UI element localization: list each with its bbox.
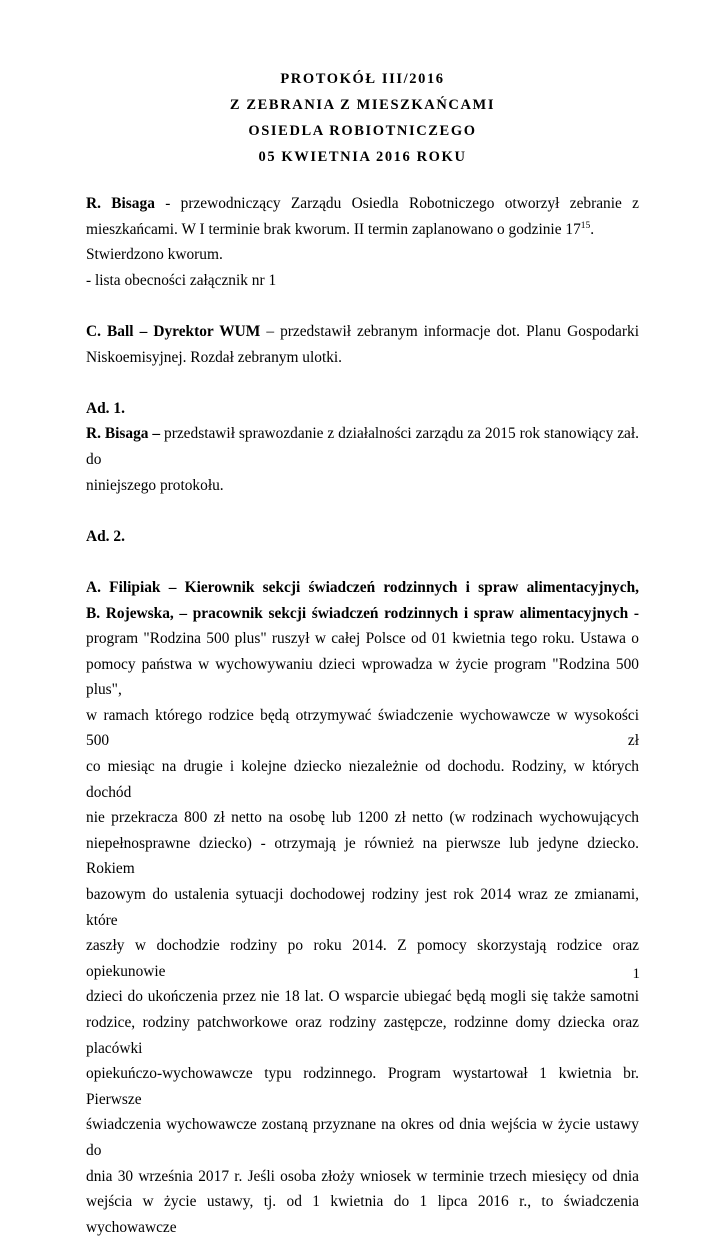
paragraph-line [86,421,639,472]
title-line: Z ZEBRANIA Z MIESZKAŃCAMI [229,97,496,113]
document-title [0,66,725,170]
paragraph-text: mieszkańcami. W I terminie brak kworum. II termin zaplanowano o godzinie 17 [86,220,581,238]
paragraph-text: . [590,220,595,238]
title-line: 05 KWIETNIA 2016 ROKU [258,149,467,165]
paragraph-line: pomocy państwa w wychowywaniu dzieci wprowadza w życie program "Rodzina 500 plus", [86,655,639,699]
paragraph-line: bazowym do ustalenia sytuacji dochodowej rodziny jest rok 2014 wraz ze zmianami, które [86,886,639,929]
paragraph-text: przedstawił sprawozdanie z działalności zarządu za 2015 rok stanowiący zał. do [86,425,639,468]
paragraph-line: Niskoemisyjnej. Rozdał zebranym ulotki. [86,348,343,366]
title-line: PROTOKÓŁ III/2016 [280,71,445,87]
paragraph-presentation [86,319,639,370]
paragraph-line: dnia 30 września 2017 r. Jeśli osoba złoży wniosek w terminie trzech miesięcy od dnia [86,1167,639,1185]
title-line: OSIEDLA ROBIOTNICZEGO [248,123,477,139]
paragraph-line: rodzice, rodziny patchworkowe oraz rodziny zastępcze, rodzinne domy dziecka oraz placówki [86,1014,639,1057]
paragraph-line: Stwierdzono kworum. [86,246,223,264]
paragraph-line [86,319,639,345]
time-superscript: 15 [580,220,591,231]
section-ad-1 [86,396,639,498]
paragraph-line: program "Rodzina 500 plus" ruszył w całej Polsce od 01 kwietnia tego roku. Ustawa o [86,630,639,648]
paragraph-line: wejścia w życie ustawy, tj. od 1 kwietnia do 1 lipca 2016 r., to świadczenia wychowawcze [86,1193,639,1236]
section-ad-2 [86,524,639,550]
paragraph-line: zaszły w dochodzie rodziny po roku 2014. Z pomocy skorzystają rodzice oraz opiekunowie [86,937,639,980]
paragraph-line: - lista obecności załącznik nr 1 [86,271,277,289]
speaker-name: R. Bisaga – [86,425,161,443]
paragraph-line: świadczenia wychowawcze zostaną przyznane na okres od dnia wejścia w życie ustawy do [86,1116,639,1159]
paragraph-opening [86,191,639,293]
paragraph-line: w ramach którego rodzice będą otrzymywać świadczenie wychowawcze w wysokości 500 zł [86,706,639,750]
paragraph-line: dzieci do ukończenia przez nie 18 lat. O wsparcie ubiegać będą mogli się także samotni [86,988,639,1006]
document-body [86,191,639,1240]
paragraph-line: niepełnosprawne dziecko) - otrzymają je również na pierwsze lub jedyne dziecko. Rokiem [86,834,639,878]
speaker-name: C. Ball – Dyrektor WUM [86,322,261,340]
paragraph-line: niniejszego protokołu. [86,476,224,494]
section-heading: Ad. 2. [86,527,125,545]
speaker-name: R. Bisaga [86,195,155,212]
page-number: 1 [632,966,640,982]
paragraph-line: co miesiąc na drugie i kolejne dziecko niezależnie od dochodu. Rodziny, w których dochód [86,758,639,801]
paragraph-line [86,217,639,243]
paragraph-line [86,191,639,217]
paragraph-line: opiekuńczo-wychowawcze typu rodzinnego. Program wystartował 1 kwietnia br. Pierwsze [86,1065,639,1108]
paragraph-text: - przewodniczący Zarządu Osiedla Robotniczego otworzył zebranie z [154,195,639,212]
speaker-line: B. Rojewska, – pracownik sekcji świadczeń rodzinnych i spraw alimentacyjnych - [86,604,639,622]
speaker-line: A. Filipiak – Kierownik sekcji świadczeń rodzinnych i spraw alimentacyjnych, [86,578,639,596]
paragraph-text: – przedstawił zebranym informacje dot. Planu Gospodarki [260,322,639,340]
paragraph-program-500-plus [86,575,639,1240]
section-heading: Ad. 1. [86,399,125,417]
paragraph-line: nie przekracza 800 zł netto na osobę lub 1200 zł netto (w rodzinach wychowujących [86,809,639,827]
